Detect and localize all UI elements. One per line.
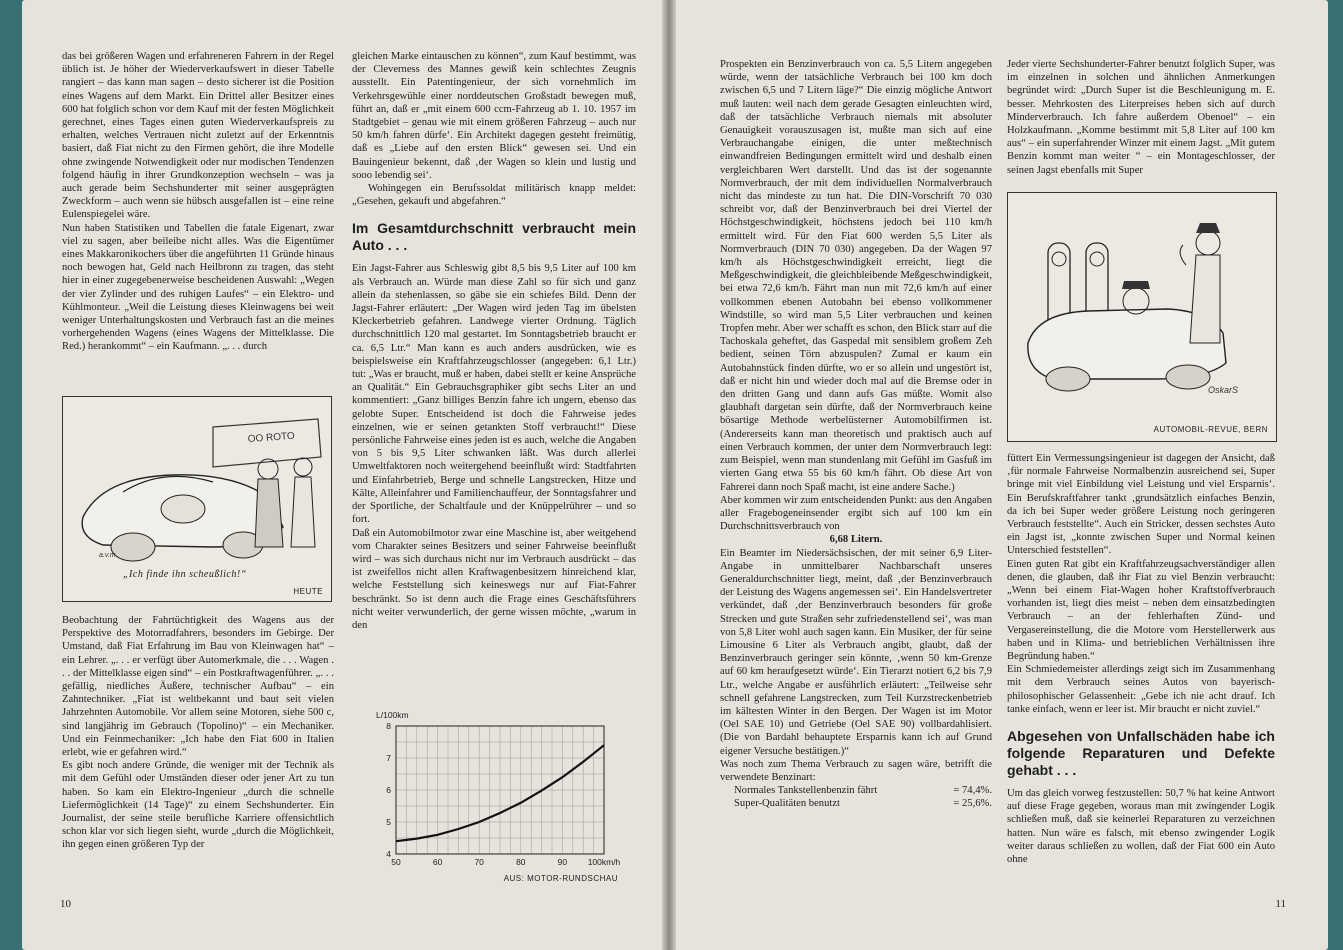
right-column-1	[720, 58, 992, 811]
x-tick-label: 70	[474, 857, 484, 867]
paragraph: Aber kommen wir zum entscheidenden Punkt: aus den Angaben aller Fragebogeneinsender ergibt sich auf 100 km ein Durchschnittsverbrauch von	[720, 494, 992, 533]
y-axis-label: L/100km	[376, 710, 409, 720]
paragraph: Nun haben Statistiken und Tabellen die fatale Eigenart, zwar viel zu sagen, aber beileibe nicht alles. Was die Eigentümer eines Makkaronikochers über die angeführten 11 Gründe hinaus noch bewogen hat, Geld nach Heilbronn zu tragen, das steht hier in einer zugegebenerweise bescheidenen Auswahl: „Wegen der vier Zylinder und des ruhigen Laufes“ – ein Elektro- und Kühlmonteur. „Weil die Leistung dieses Kleinwagens bei weit weniger Unterhaltungskosten und Verbrauch fast an die meines vorhergehenden Wagens (eines Wagens der Mittelklasse. Die Red.) herankommt“ – ein Kaufmann. „. . . durch	[62, 222, 334, 353]
cartoon-credit: HEUTE	[293, 587, 323, 596]
x-tick-label: 80	[516, 857, 526, 867]
page-number: 11	[1275, 898, 1286, 910]
paragraph: gleichen Marke eintauschen zu können“, zum Kauf bestimmt, was der Cleverness des Mannes gewiß kein schlechtes Zeugnis ausstellt. Ein Patentingenieur, der sich vornehmlich im Verkehrsgewühle einer norddeutschen Großstadt bewegen muß, führt an, daß er „mit einem 600 ccm-Fahrzeug ab 1. 10. 1957 im Stadtgebiet – genau wie mit einem größeren Fahrzeug – auch nur 50 km/h fahren dürfe‘. Ein Architekt dagegen gesteht freimütig, daß es „Liebe auf den ersten Blick“ gewesen sei. Und ein Bauingenieur bekennt, daß ‚der Wagen so klein und lustig und sooo lebendig sei‘.	[352, 51, 636, 181]
svg-text:OskarS: OskarS	[1208, 385, 1239, 395]
paragraph: Ein Beamter im Niedersächsischen, der mit seiner 6,9 Liter-Angabe in unmittelbarer Nachbarschaft unseres Generaldurchschnitter liegt, meint, daß ‚der Benzinverbrauch der Leistung des Wagens angemessen sei‘. Ein Handelsvertreter verkündet, daß ‚der Benzinverbrauch besonders für große Strecken und gute Straßen sehr zufriedenstellend sei‘, was man von 5,8 Liter wohl auch sagen kann. Ein Musiker, der für seine Limousine 6 Liter als Verbrauch angibt, glaubt, daß der Benzinverbrauch geringer sein könnte, ‚wenn 50 km-Grenze auf 60 km heraufgesetzt würde‘. Ein Tierarzt notiert 6,2 bis 7,9 Ltr., welche Angabe er ausführlich erläutert: „Teilweise sehr schnell gefahrene Langstrecken, zum Teil Kurzstreckenbetrieb im kältesten Winter in den Bergen. Der Wagen ist im Motor (Oel SAE 10) und Getriebe (Oel SAE 90) vollbardahlisiert. (Die von Bardahl behauptete Ersparnis kann ich auf Grund eigener Versuche bestätigen.)“	[720, 547, 992, 757]
paragraph: füttert Ein Vermessungsingenieur ist dagegen der Ansicht, daß ‚für normale Fahrweise Normalbenzin ausreichend sei, Super bringe mit viel Einbildung viel Leistung und viel Ersparnis‘. Ein Berufskraftfahrer tankt ‚grundsätzlich einfaches Benzin, da ich bei Super weder größere Leistung noch geringeren Verbrauch feststellte“. Auch ein Stricker, dessen sechstes Auto ein Jagst ist, „konnte zwischen Super und Normal keinen Unterschied feststellen“.	[1007, 453, 1275, 557]
right-column-2-top	[1007, 58, 1275, 177]
paragraph: Ein Jagst-Fahrer aus Schleswig gibt 8,5 bis 9,5 Liter auf 100 km als Verbrauch an. Würde man diese Zahl so für sich und ganz allein da stehenlassen, so gäbe sie ein schiefes Bild. Denn der Jagst-Fahrer erläutert: „Der Wagen wird jeden Tag im übelsten Kleckerbetrieb gefahren. Landwege vierter Ordnung. Täglich durchschnittlich 120 mal gestartet. Im Sonntagsbetrieb braucht er ca. 6,5 Ltr.“ Man kann es auch anders ausdrücken, wie es beispielsweise ein Kraftfahrzeugschlosser (angegeben: 6,1 Ltr.) tut: „Was er braucht, muß er haben, dabei stellt er keine Ansprüche an Qualität.“ Ein Gebrauchsgraphiker gibt sechs Liter an und kommentiert: „Ganz billiges Benzin fahre ich ungern, ebenso das gelobte Super. Entscheidend ist doch die Fahrweise jedes einzelnen, wie er seinen getankten Stoff verbraucht!“ Diese persönliche Fahrweise eines jeden ist es auch, welche die Angaben von 5 bis 9,5 Liter schwanken läßt. Was durch allerlei Umweltfaktoren noch weitergehend beeinflußt wird: Stadtfahrten und Einfahrbetrieb, Berge und schnelle Langstrecken, Hitze und Kälte, Alleinfahrer und Familienchauffeur, der Sonntagsfahrer und der Sportliche, der Schaltfaule und der Knüppelrührer – und so fort.	[352, 263, 636, 526]
cartoon-illustration-car-showroom	[62, 396, 332, 602]
fuel-label: Normales Tankstellenbenzin fährt	[734, 785, 878, 797]
cartoon-illustration-gas-station	[1007, 192, 1277, 442]
left-column-1	[62, 50, 334, 354]
cartoon-credit: AUTOMOBIL-REVUE, BERN	[1153, 425, 1268, 434]
right-page	[676, 0, 1328, 950]
fuel-type-list	[720, 784, 992, 810]
section-heading: Abgesehen von Unfallschäden habe ich folgende Reparaturen und Defekte gehabt . . .	[1007, 728, 1275, 779]
paragraph: Jeder vierte Sechshunderter-Fahrer benutzt folglich Super, was im einzelnen in solchen und ähnlichen Anmerkungen begründet wird: „Durch Super ist die Beschleunigung m. E. besser. Mehrkosten des Literpreises heben sich auf durch Minderverbrauch. Ich fahre außerdem Obenoel“ – ein Holzkaufmann. „Komme bestimmt mit 5,8 Liter auf 100 km aus“ – ein superfahrender Winzer mit einem Jagst. „Mit gutem Benzin kommt man weiter “ – ein Montageschlosser, der seinen Jagst ebenfalls mit Super	[1007, 59, 1275, 176]
average-consumption: 6,68 Litern.	[829, 534, 883, 546]
y-tick-label: 8	[386, 721, 391, 731]
left-column-1-bottom	[62, 614, 334, 852]
x-tick-label: 90	[557, 857, 568, 867]
svg-text:OO ROTO: OO ROTO	[247, 430, 296, 445]
chart-source: AUS: MOTOR-RUNDSCHAU	[503, 874, 618, 883]
x-tick-label: 50	[391, 857, 401, 867]
chart-svg	[352, 704, 622, 874]
paragraph: Beobachtung der Fahrtüchtigkeit des Wagens aus der Perspektive des Motorradfahrers, besonders im Gebirge. Der Umstand, daß Fiat Erfahrung im Bau von Kleinwagen hat“ – ein Lehrer. „. . . er verfügt über Automerkmale, die . . . Wagen . . . der Mittelklasse eigen sind“ – ein Postkraftwagenführer. „. . . gefällig, niedliches Äußere, technischer Aufbau“ – ein Zahntechniker. „Fiat ist weltbekannt und baut seit vielen Jahrzehnten Automobile. Vor allem seine Motoren, siehe 500 c, sind langjährig im Gebrauch (Topolino)“ – ein Mechaniker. Und ein Feinmechaniker: „Ich habe den Fiat 600 in Italien erlebt, wie er gefahren wird.“	[62, 615, 334, 759]
fuel-label: Super-Qualitäten benutzt	[734, 798, 840, 810]
paragraph: Was noch zum Thema Verbrauch zu sagen wäre, betrifft die verwendete Benzinart:	[720, 758, 992, 783]
y-tick-label: 4	[386, 849, 391, 859]
paragraph: Prospekten ein Benzinverbrauch von ca. 5,5 Litern angegeben würde, wenn der tatsächliche Verbrauch bei 100 km doch zwischen 6,5 und 7 Litern läge?“ Die einzig mögliche Antwort muß lauten: weil nach dem gerade Gesagten einleuchten wird, daß der tatsächliche Verbrauch niemals mit absoluter Genauigkeit vorauszusagen ist, mußte man sich auf eine Verbrauchangabe einigen, die unter meßtechnisch einwandfreien Bedingungen ermittelt wird und deshalb einen vergleichbaren Wert darstellt. Und das ist der sogenannte Normverbrauch, der mit dem individuellen Normalverbrauch nicht das mindeste zu tun hat. Die DIN-Vorschrift 70 030 schreibt vor, daß der Benzinverbrauch bei drei Viertel der Höchstgeschwindigkeit, höchstens jedoch bei 110 km/h ermittelt wird. Für den Fiat 600 werden 5,5 Liter als Normverbrauch (DIN 70 030) angegeben. Da der Wagen 97 km/h als Höchstgeschwindigkeit erreicht, liegt die Meßgeschwindigkeit, die gleichbleibende Meßgeschwindigkeit, bei etwa 72,6 km/h. Fährt man nun mit 72,6 km/h auf einer vollkommen ebenen Autobahn bei ebenso vollkommener Windstille, so wird man 5,5 Liter verbrauchen und keinen Tropfen mehr. Aber wer schafft es schon, den Blick starr auf die Tachoskala geheftet, das Gaspedal mit sensiblem großem Zeh bedient, seinen Törn abzuspulen? Zumal er kaum ein Autobahnstück finden dürfte, wo er so allein und ungestört ist, daß er nicht hin und wieder doch mal auf die Bremse oder in den dritten Gang und dann aufs Gas müßte. Womit also glaubhaft dargetan sein dürfte, daß der Normverbrauch keine bösartige Methode werbelüsterner Automobilfirmen ist. (Andererseits kann man theoretisch und praktisch auch auf einen Verbrauch kommen, der unter dem Normverbrauch legt: zum Beispiel, wenn man stundenlang mit Gefühl im Gasfuß im vierten Gang etwa 55 bis 60 km/h fährt. Ob diese Art von Fahrerei dann noch Spaß macht, ist eine andere Sache.)	[720, 59, 992, 493]
left-page	[22, 0, 662, 950]
book-gutter	[662, 0, 676, 950]
page-number: 10	[60, 898, 71, 910]
cartoon-drawing	[1008, 193, 1276, 413]
x-tick-label: 100km/h	[587, 857, 621, 867]
fuel-consumption-chart	[352, 704, 622, 894]
fuel-value: = 25,6%.	[953, 798, 992, 810]
section-heading: Im Gesamtdurchschnitt verbraucht mein Auto . . .	[352, 220, 636, 254]
right-column-2-bottom	[1007, 452, 1275, 866]
paragraph: das bei größeren Wagen und erfahreneren Fahrern in der Regel üblich ist. Je höher der Wiederverkaufswert in dieser Tabelle rangiert – das kann man sagen – desto sicherer ist die Position eines Wagens auf dem Markt. Ein Drittel aller Besitzer eines 600 hat folglich schon vor dem Kauf mit der festen Möglichkeit gerechnet, eines Tages einen guten Wiederverkaufspreis zu erhalten, welches Vertrauen nicht zuletzt auf der Erkenntnis basiert, daß Fiat nicht zu den Firmen gehört, die ihre Modelle ohne zwingende Notwendigkeit oder nur modischen Tendenzen folgend häufig in ihrer Grundkonzeption wechseln – was ja auch gerade beim Sechshunderter mit seiner ausgeprägten Zweckform – auch wenn sie hübsch ausgefallen ist – eine reine Eulenspiegelei wäre.	[62, 51, 334, 221]
fuel-value: = 74,4%.	[953, 785, 992, 797]
paragraph: Um das gleich vorweg festzustellen: 50,7 % hat keine Antwort auf diese Frage gegeben, woraus man mit zwingender Logik schließen muß, daß sie keinerlei Reparaturen zu verzeichnen hatten. Nun wäre es falsch, mit ebenso zwingender Logik weiter daraus schließen zu wollen, daß der Fiat 600 ein Auto ohne	[1007, 788, 1275, 866]
y-tick-label: 5	[386, 817, 391, 827]
y-tick-label: 7	[386, 753, 391, 763]
paragraph: Es gibt noch andere Gründe, die weniger mit der Technik als mit dem Gefühl oder Umständen dieser oder jener Art zu tun haben. So kam ein Elektro-Ingenieur „durch die schnelle Liefermöglichkeit (14 Tage)“ zu einem Sechshunderter. Ein Journalist, der seine steile berufliche Karriere offensichtlich schon klar vor sich liegen sieht, wurde „durch die Möglichkeit, ihn gegen einen größeren Typ der	[62, 760, 334, 851]
paragraph: Wohingegen ein Berufssoldat militärisch knapp meldet: „Gesehen, gekauft und abgefahren.“	[352, 183, 636, 208]
fuel-row	[734, 797, 992, 810]
svg-text:a.v.m.: a.v.m.	[99, 552, 118, 559]
left-column-2	[352, 50, 636, 632]
paragraph: Daß ein Automobilmotor zwar eine Maschine ist, aber weitgehend vom Charakter seines Besitzers und seiner Fahrweise beeinflußt wird – was sich durchaus nicht nur im Verbrauch ausdrückt – das ist zweifellos nicht allen Kraftwagenbesitzern hinreichend klar, welche Feststellung sich keineswegs nur auf Fiat-Fahrer beschränkt. So ist denn auch die Frage eines Geschäftsführers nicht weiter verwunderlich, der gerne wissen möchte, „warum in den	[352, 527, 636, 631]
paragraph: Einen guten Rat gibt ein Kraftfahrzeugsachverständiger allen denen, die glauben, daß ihr Fiat zu viel Benzin verbraucht: „Wenn bei einem Fiat-Wagen hoher Kraftstoffverbrauch vorhanden ist, liegt dies meist – neben dem einsatzbedingten Verbrauch – an der fehlerhaften Zünd- und Vergasereinstellung, die die Motore vom Herstellerwerk aus haben und in Klima- und betrieblichen Verhältnissen ihre Begründung haben.“	[1007, 558, 1275, 663]
y-tick-label: 6	[386, 785, 391, 795]
fuel-row	[734, 784, 992, 797]
cartoon-caption: „Ich finde ihn scheußlich!“	[123, 569, 247, 580]
x-tick-label: 60	[432, 857, 443, 867]
paragraph: Ein Schmiedemeister allerdings zeigt sich im Zusammenhang mit dem Verbrauch seines Autos von bayerisch-philosophischer Gelassenheit: „Gebe ich nie acht drauf. Ich tanke einfach, wenn er leer ist. Mir braucht er nicht zuviel.“	[1007, 664, 1275, 715]
